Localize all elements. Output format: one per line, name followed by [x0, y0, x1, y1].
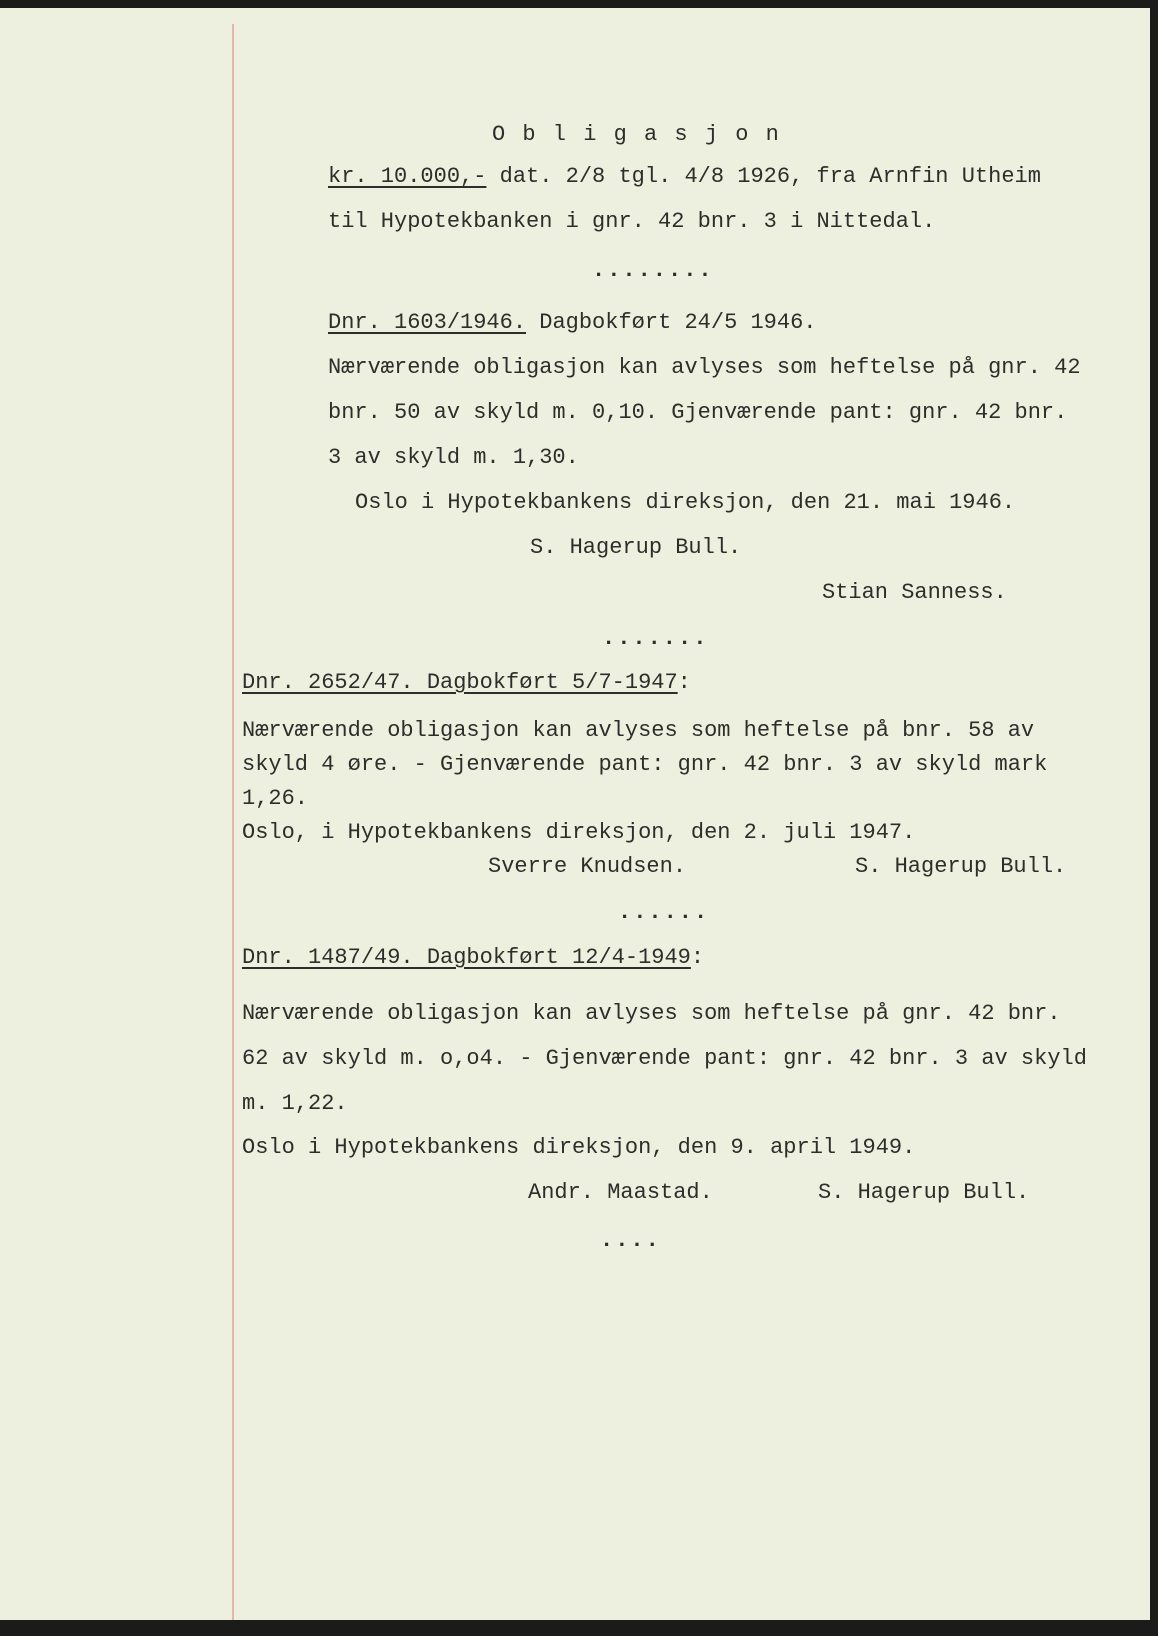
separator: .... — [600, 1228, 661, 1253]
entry-1-line-3: 3 av skyld m. 1,30. — [328, 445, 579, 470]
document-page — [0, 8, 1150, 1620]
separator: ...... — [618, 900, 710, 925]
entry-2-place-date: Oslo, i Hypotekbankens direksjon, den 2. juli 1947. — [242, 820, 916, 845]
entry-1-line-1: Nærværende obligasjon kan avlyses som heftelse på gnr. 42 — [328, 355, 1081, 380]
header-line-2: til Hypotekbanken i gnr. 42 bnr. 3 i Nittedal. — [328, 209, 936, 234]
entry-1-signature-1: S. Hagerup Bull. — [530, 535, 742, 560]
entry-3-signature-2: S. Hagerup Bull. — [818, 1180, 1030, 1205]
entry-1-dnr: Dnr. 1603/1946. — [328, 310, 527, 335]
entry-1-place-date: Oslo i Hypotekbankens direksjon, den 21. mai 1946. — [355, 490, 1016, 515]
entry-2-line-2: skyld 4 øre. - Gjenværende pant: gnr. 42 bnr. 3 av skyld mark — [242, 752, 1048, 777]
entry-3-reference — [242, 945, 704, 971]
entry-3-dnr: Dnr. 1487/49. Dagbokført 12/4-1949 — [242, 945, 691, 970]
entry-1-reference — [328, 310, 817, 336]
separator: ....... — [602, 626, 709, 651]
entry-3-colon: : — [690, 945, 705, 970]
entry-2-line-3: 1,26. — [242, 786, 309, 811]
entry-3-line-1: Nærværende obligasjon kan avlyses som heftelse på gnr. 42 bnr. — [242, 1001, 1061, 1026]
margin-rule — [232, 24, 234, 1620]
document-title: O b l i g a s j o n — [492, 122, 781, 147]
entry-2-colon: : — [677, 670, 691, 695]
entry-1-signature-2: Stian Sanness. — [822, 580, 1007, 605]
header-line-1 — [328, 164, 1041, 190]
entry-2-signature-1: Sverre Knudsen. — [488, 854, 687, 879]
entry-3-signature-1: Andr. Maastad. — [528, 1180, 713, 1205]
entry-2-signature-2: S. Hagerup Bull. — [855, 854, 1067, 879]
entry-3-line-3: m. 1,22. — [242, 1091, 348, 1116]
entry-2-reference — [242, 670, 691, 696]
separator: ........ — [592, 258, 714, 283]
entry-3-place-date: Oslo i Hypotekbankens direksjon, den 9. april 1949. — [242, 1135, 916, 1160]
entry-2-line-1: Nærværende obligasjon kan avlyses som heftelse på bnr. 58 av — [242, 718, 1035, 743]
header-line-1-text: dat. 2/8 tgl. 4/8 1926, fra Arnfin Utheim — [486, 164, 1041, 189]
entry-1-line-2: bnr. 50 av skyld m. 0,10. Gjenværende pant: gnr. 42 bnr. — [328, 400, 1068, 425]
entry-1-dagbok: Dagbokført 24/5 1946. — [526, 310, 817, 335]
entry-2-dnr: Dnr. 2652/47. Dagbokført 5/7-1947 — [242, 670, 678, 695]
entry-3-line-2: 62 av skyld m. o,o4. - Gjenværende pant: gnr. 42 bnr. 3 av skyld — [242, 1046, 1087, 1071]
amount: kr. 10.000,- — [328, 164, 487, 189]
